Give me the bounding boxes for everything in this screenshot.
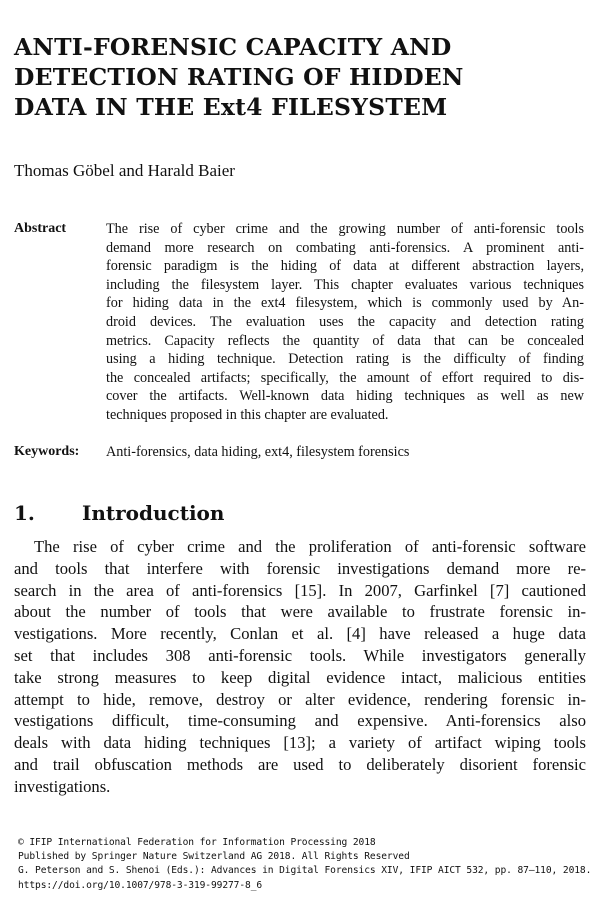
abstract-line: using a hiding technique. Detection rating is the difficulty of finding — [106, 351, 584, 368]
keywords-text: Anti-forensics, data hiding, ext4, filesystem forensics — [106, 444, 410, 460]
abstract-label: Abstract — [14, 221, 67, 236]
footer-line: Published by Springer Nature Switzerland AG 2018. All Rights Reserved — [18, 851, 410, 863]
abstract-line: droid devices. The evaluation uses the capacity and detection rating — [106, 313, 584, 330]
title-line: ANTI-FORENSIC CAPACITY AND — [14, 33, 452, 61]
body-line: take strong measures to keep digital evidence intact, malicious entities — [14, 667, 586, 687]
body-line: about the number of tools that were available to frustrate forensic in- — [14, 602, 586, 622]
abstract-line: techniques proposed in this chapter are evaluated. — [106, 406, 389, 423]
body-line: vestigations. More recently, Conlan et al. [4] have released a huge data — [14, 624, 586, 644]
footer-doi-link[interactable]: https://doi.org/10.1007/978-3-319-99277-8_6 — [18, 879, 263, 891]
introduction-body — [14, 536, 586, 798]
body-line: deals with data hiding techniques [13]; a variety of artifact wiping tools — [14, 733, 586, 753]
title-line: DETECTION RATING OF HIDDEN — [14, 63, 464, 91]
footer-line: G. Peterson and S. Shenoi (Eds.): Advances in Digital Forensics XIV, IFIP AICT 532, pp. 87–110, 2018. — [18, 865, 592, 877]
footer-line: © IFIP International Federation for Information Processing 2018 — [18, 837, 376, 848]
abstract-line: demand more research on combating anti-forensics. A prominent anti- — [106, 239, 584, 256]
paper-title — [14, 32, 574, 122]
section-heading — [14, 500, 224, 526]
abstract-line: including the filesystem layer. This chapter evaluates various techniques — [106, 276, 584, 293]
body-line: set that includes 308 anti-forensic tools. While investigators generally — [14, 645, 586, 665]
abstract-line: cover the artifacts. Well-known data hiding techniques as well as new — [106, 388, 584, 405]
body-line: and trail obfuscation methods are used to deliberately disorient forensic — [14, 754, 586, 774]
abstract-line: forensic paradigm is the hiding of data at different abstraction layers, — [106, 258, 584, 275]
body-line: search in the area of anti-forensics [15]. In 2007, Garfinkel [7] cautioned — [14, 580, 586, 600]
body-line: investigations. — [14, 776, 111, 796]
authors: Thomas Göbel and Harald Baier — [14, 161, 235, 180]
section-number: 1. — [14, 501, 35, 525]
section-title: Introduction — [82, 501, 225, 525]
copyright-footer — [18, 836, 592, 893]
body-line: and tools that interfere with forensic investigations demand more re- — [14, 558, 586, 578]
title-line: DATA IN THE Ext4 FILESYSTEM — [14, 93, 448, 121]
abstract-line: metrics. Capacity reflects the quantity of data that can be concealed — [106, 332, 584, 349]
body-line: attempt to hide, remove, destroy or alter evidence, rendering forensic in- — [14, 689, 586, 709]
abstract-line: the concealed artifacts; specifically, the amount of effort required to dis- — [106, 369, 584, 386]
abstract-line: for hiding data in the ext4 filesystem, which is commonly used by An- — [106, 295, 584, 312]
body-line: The rise of cyber crime and the proliferation of anti-forensic software — [34, 537, 586, 556]
keywords-label: Keywords: — [14, 444, 80, 459]
body-line: vestigations difficult, time-consuming and expensive. Anti-forensics also — [14, 711, 586, 731]
abstract-body — [106, 220, 584, 425]
abstract-line: The rise of cyber crime and the growing number of anti-forensic tools — [106, 221, 584, 237]
